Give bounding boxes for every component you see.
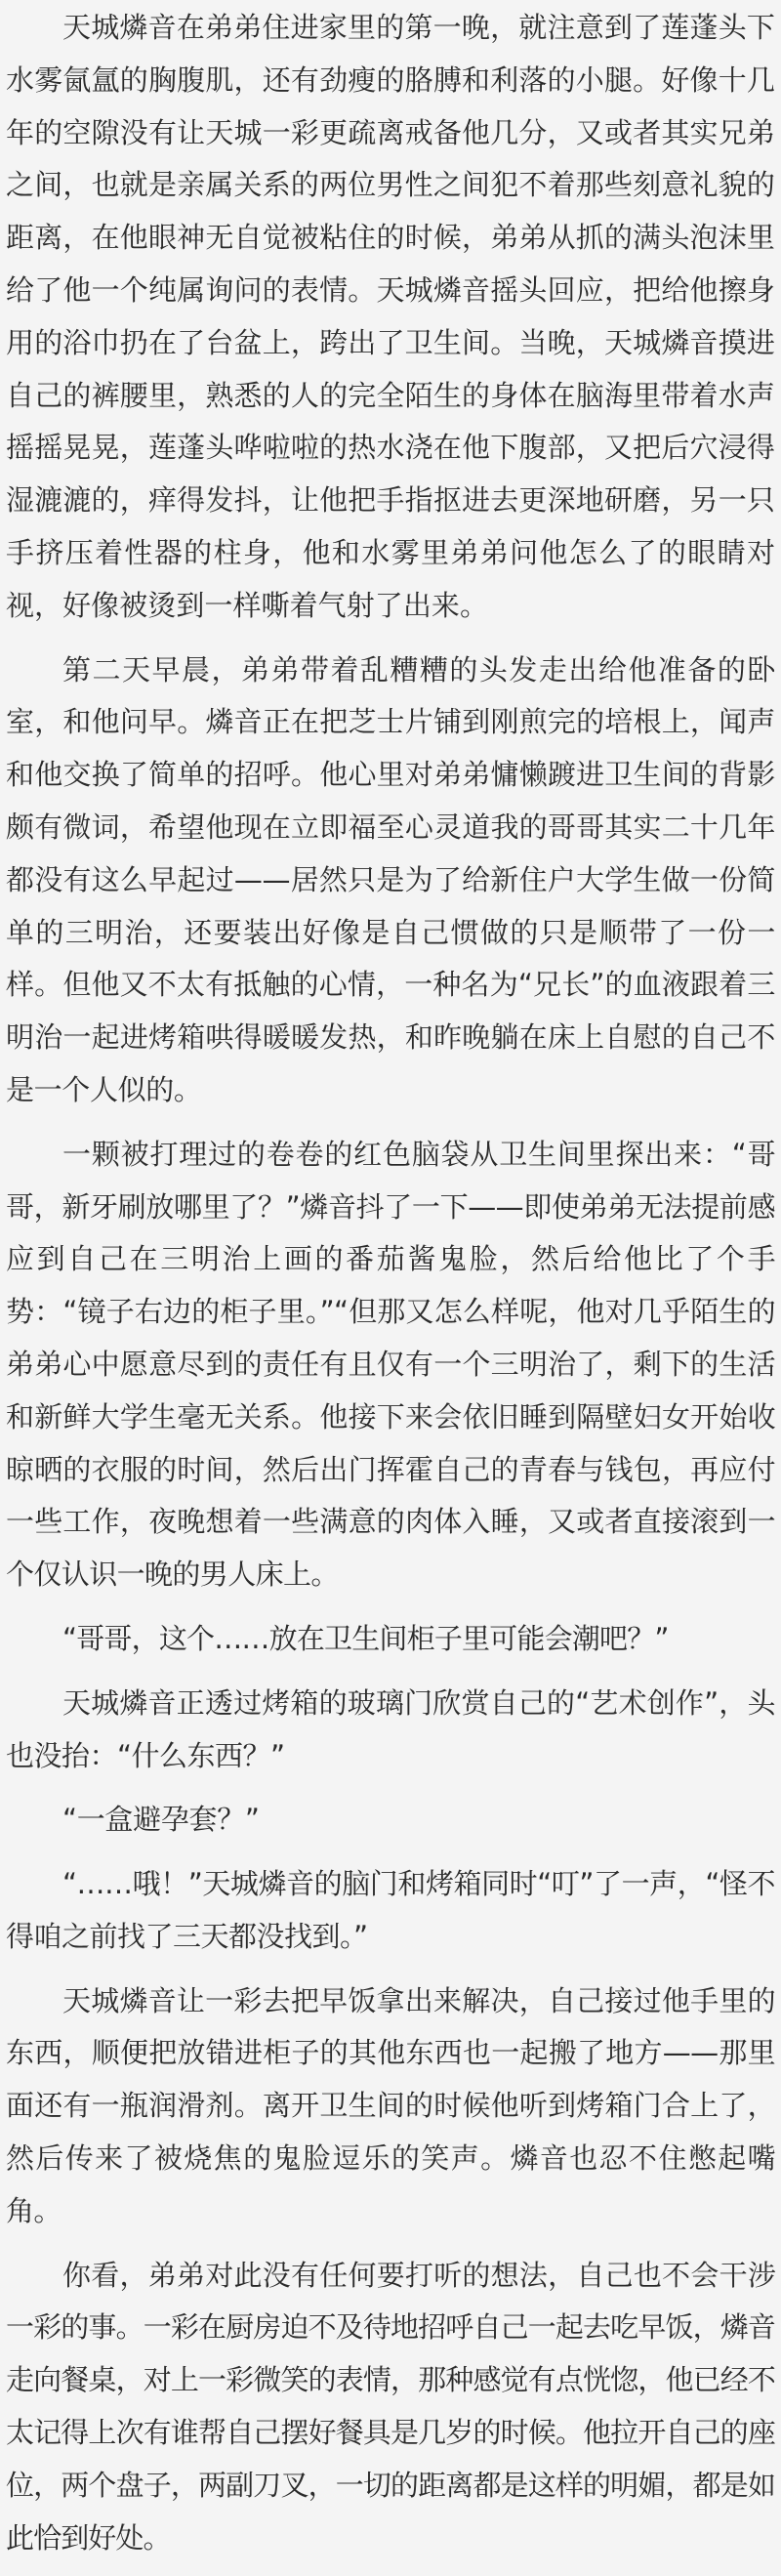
article-body — [6, 2, 775, 2576]
paragraph: 第二天早晨，弟弟带着乱糟糟的头发走出给他准备的卧室，和他问早。燐音正在把芝士片铺到刚煎完的培根上，闻声和他交换了简单的招呼。他心里对弟弟慵懒踱进卫生间的背影颇有微词，希望他现在立即福至心灵道我的哥哥其实二十几年都没有这么早起过——居然只是为了给新住户大学生做一份简单的三明治，还要装出好像是自己惯做的只是顺带了一份一样。但他又不太有抵触的心情，一种名为“兄长”的血液跟着三明治一起进烤箱哄得暖暖发热，和昨晚躺在床上自慰的自己不是一个人似的。 — [6, 652, 775, 1106]
paragraph: “一盒避孕套？” — [62, 1803, 260, 1837]
paragraph: 一颗被打理过的卷卷的红色脑袋从卫生间里探出来：“哥哥，新牙刷放哪里了？”燐音抖了一下——即使弟弟无法提前感应到自己在三明治上画的番茄酱鬼脸，然后给他比了个手势：“镜子右边的柜子里。”“但那又怎么样呢，他对几乎陌生的弟弟心中愿意尽到的责任有且仅有一个三明治了，剩下的生活和新鲜大学生毫无关系。他接下来会依旧睡到隔壁妇女开始收晾晒的衣服的时间，然后出门挥霍自己的青春与钱包，再应付一些工作，夜晚想着一些满意的肉体入睡，又或者直接滚到一个仅认识一晚的男人床上。 — [6, 1137, 775, 1592]
paragraph: 你看，弟弟对此没有任何要打听的想法，自己也不会干涉一彩的事。一彩在厨房迫不及待地招呼自己一起去吃早饭，燐音走向餐桌，对上一彩微笑的表情，那种感觉有点恍惚，他已经不太记得上次有谁帮自己摆好餐具是几岁的时候。他拉开自己的座位，两个盘子，两副刀叉，一切的距离都是这样的明媚，都是如此恰到好处。 — [6, 2258, 775, 2555]
paragraph: 天城燐音让一彩去把早饭拿出来解决，自己接过他手里的东西，顺便把放错进柜子的其他东西也一起搬了地方——那里面还有一瓶润滑剂。离开卫生间的时候他听到烤箱门合上了，然后传来了被烧焦的鬼脸逗乐的笑声。燐音也忍不住憋起嘴角。 — [6, 1983, 775, 2227]
paragraph: 天城燐音在弟弟住进家里的第一晚，就注意到了莲蓬头下水雾氤氲的胸腹肌，还有劲瘦的胳膊和利落的小腿。好像十几年的空隙没有让天城一彩更疏离戒备他几分，又或者其实兄弟之间，也就是亲属关系的两位男性之间犯不着那些刻意礼貌的距离，在他眼神无自觉被粘住的时候，弟弟从抓的满头泡沫里给了他一个纯属询问的表情。天城燐音摇头回应，把给他擦身用的浴巾扔在了台盆上，跨出了卫生间。当晚，天城燐音摸进自己的裤腰里，熟悉的人的完全陌生的身体在脑海里带着水声摇摇晃晃，莲蓬头哗啦啦的热水浇在他下腹部，又把后穴浸得湿漉漉的，痒得发抖，让他把手指抠进去更深地研磨，另一只手挤压着性器的柱身，他和水雾里弟弟问他怎么了的眼睛对视，好像被烫到一样嘶着气射了出来。 — [6, 11, 775, 622]
paragraph: “……哦！”天城燐音的脑门和烤箱同时“叮”了一声，“怪不得咱之前找了三天都没找到。” — [6, 1867, 775, 1953]
paragraph: 天城燐音正透过烤箱的玻璃门欣赏自己的“艺术创作”，头也没抬：“什么东西？” — [6, 1685, 775, 1772]
paragraph: “哥哥，这个……放在卫生间柜子里可能会潮吧？” — [62, 1621, 669, 1655]
